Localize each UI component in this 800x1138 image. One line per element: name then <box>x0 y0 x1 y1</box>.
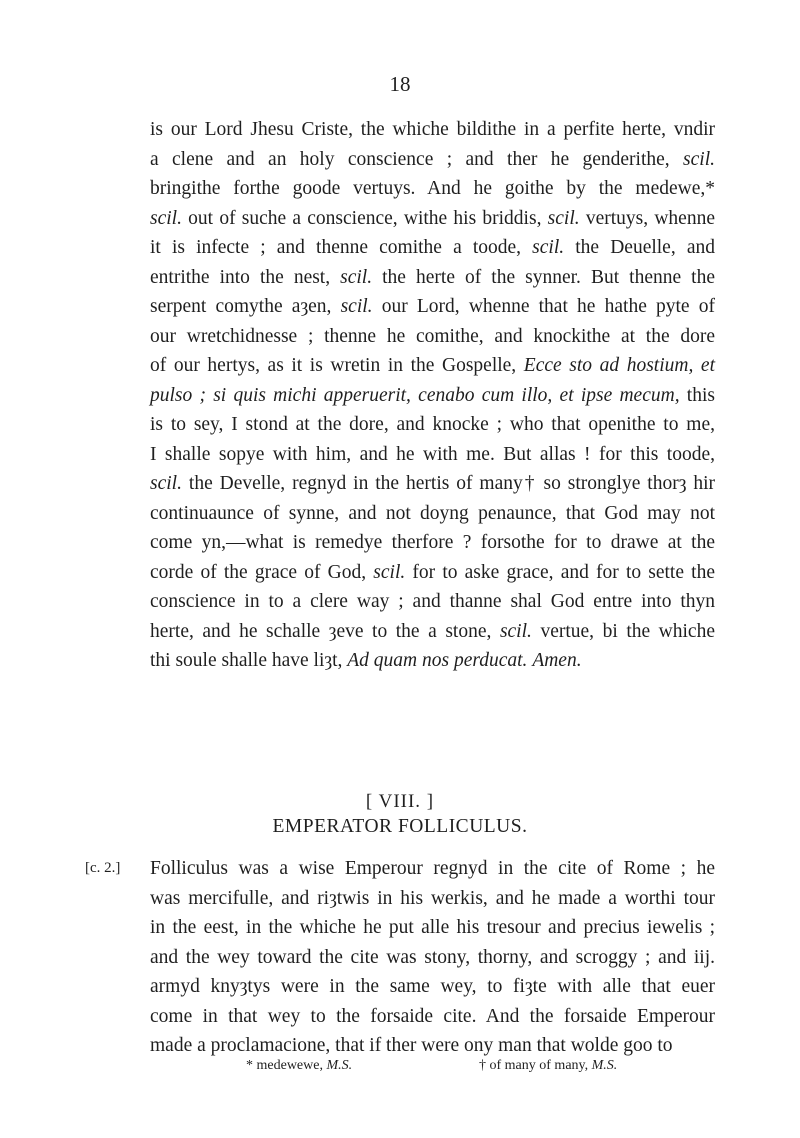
text-line: is to sey, I stond at the dore, and knocke ; who that openithe to me, <box>150 414 715 435</box>
text-line: scil. the Develle, regnyd in the hertis of many† so stronglye thorȝ hir <box>150 473 715 494</box>
text-line: is our Lord Jhesu Criste, the whiche bildithe in a perfite herte, vndir <box>150 119 715 140</box>
text-line: bringithe forthe goode vertuys. And he goithe by the medewe,* <box>150 178 715 199</box>
text-line: pulso ; si quis michi apperuerit, cenabo cum illo, et ipse mecum, this <box>150 384 715 406</box>
text-line: herte, and he schalle ȝeve to the a stone, scil. vertue, bi the whiche <box>150 620 715 642</box>
text-line: scil. out of suche a conscience, withe his briddis, scil. vertuys, whenne <box>150 207 715 229</box>
text-line: a clene and an holy conscience ; and ther he genderithe, scil. <box>150 148 715 170</box>
margin-note: [c. 2.] <box>85 860 121 876</box>
section-title: EMPERATOR FOLLICULUS. <box>272 816 528 837</box>
text-line: it is infecte ; and thenne comithe a toode, scil. the Deuelle, and <box>150 237 715 258</box>
text-line: serpent comythe aȝen, scil. our Lord, whenne that he hathe pyte of <box>150 296 715 317</box>
text-line: entrithe into the nest, scil. the herte of the synner. But thenne the <box>150 266 715 288</box>
text-line: I shalle sopye with him, and he with me. But allas ! for this toode, <box>150 443 715 465</box>
text-line: in the eest, in the whiche he put alle his tresour and precius iewelis ; <box>150 917 715 938</box>
text-line: of our hertys, as it is wretin in the Gospelle, Ecce sto ad hostium, et <box>150 355 715 376</box>
text-line: corde of the grace of God, scil. for to aske grace, and for to sette the <box>150 561 715 583</box>
text-line: armyd knyȝtys were in the same wey, to fiȝte with alle that euer <box>150 976 715 997</box>
text-line: come yn,—what is remedye therfore ? forsothe for to drawe at the <box>150 532 715 553</box>
text-line: our wretchidnesse ; thenne he comithe, and knockithe at the dore <box>150 325 715 347</box>
text-line: and the wey toward the cite was stony, thorny, and scroggy ; and iij. <box>150 946 715 968</box>
footnote-2: † of many of many, M.S. <box>479 1058 618 1073</box>
text-line: Folliculus was a wise Emperour regnyd in the cite of Rome ; he <box>150 858 715 879</box>
text-line: was mercifulle, and riȝtwis in his werkis, and he made a worthi tour <box>150 887 715 909</box>
text-line: conscience in to a clere way ; and thanne shal God entre into thyn <box>150 591 715 612</box>
text-line: come in that wey to the forsaide cite. And the forsaide Emperour <box>150 1005 715 1027</box>
paragraph-2 <box>150 854 715 1061</box>
paragraph-1 <box>150 115 715 676</box>
page-number: 18 <box>389 72 411 96</box>
text-line: made a proclamacione, that if ther were ony man that wolde goo to <box>150 1035 673 1056</box>
text-line: continuaunce of synne, and not doyng penaunce, that God may not <box>150 502 715 524</box>
text-line: thi soule shalle have liȝt, Ad quam nos perducat. Amen. <box>150 650 582 671</box>
section-number: [ VIII. ] <box>365 791 435 812</box>
footnote-1: * medewewe, M.S. <box>246 1058 353 1073</box>
